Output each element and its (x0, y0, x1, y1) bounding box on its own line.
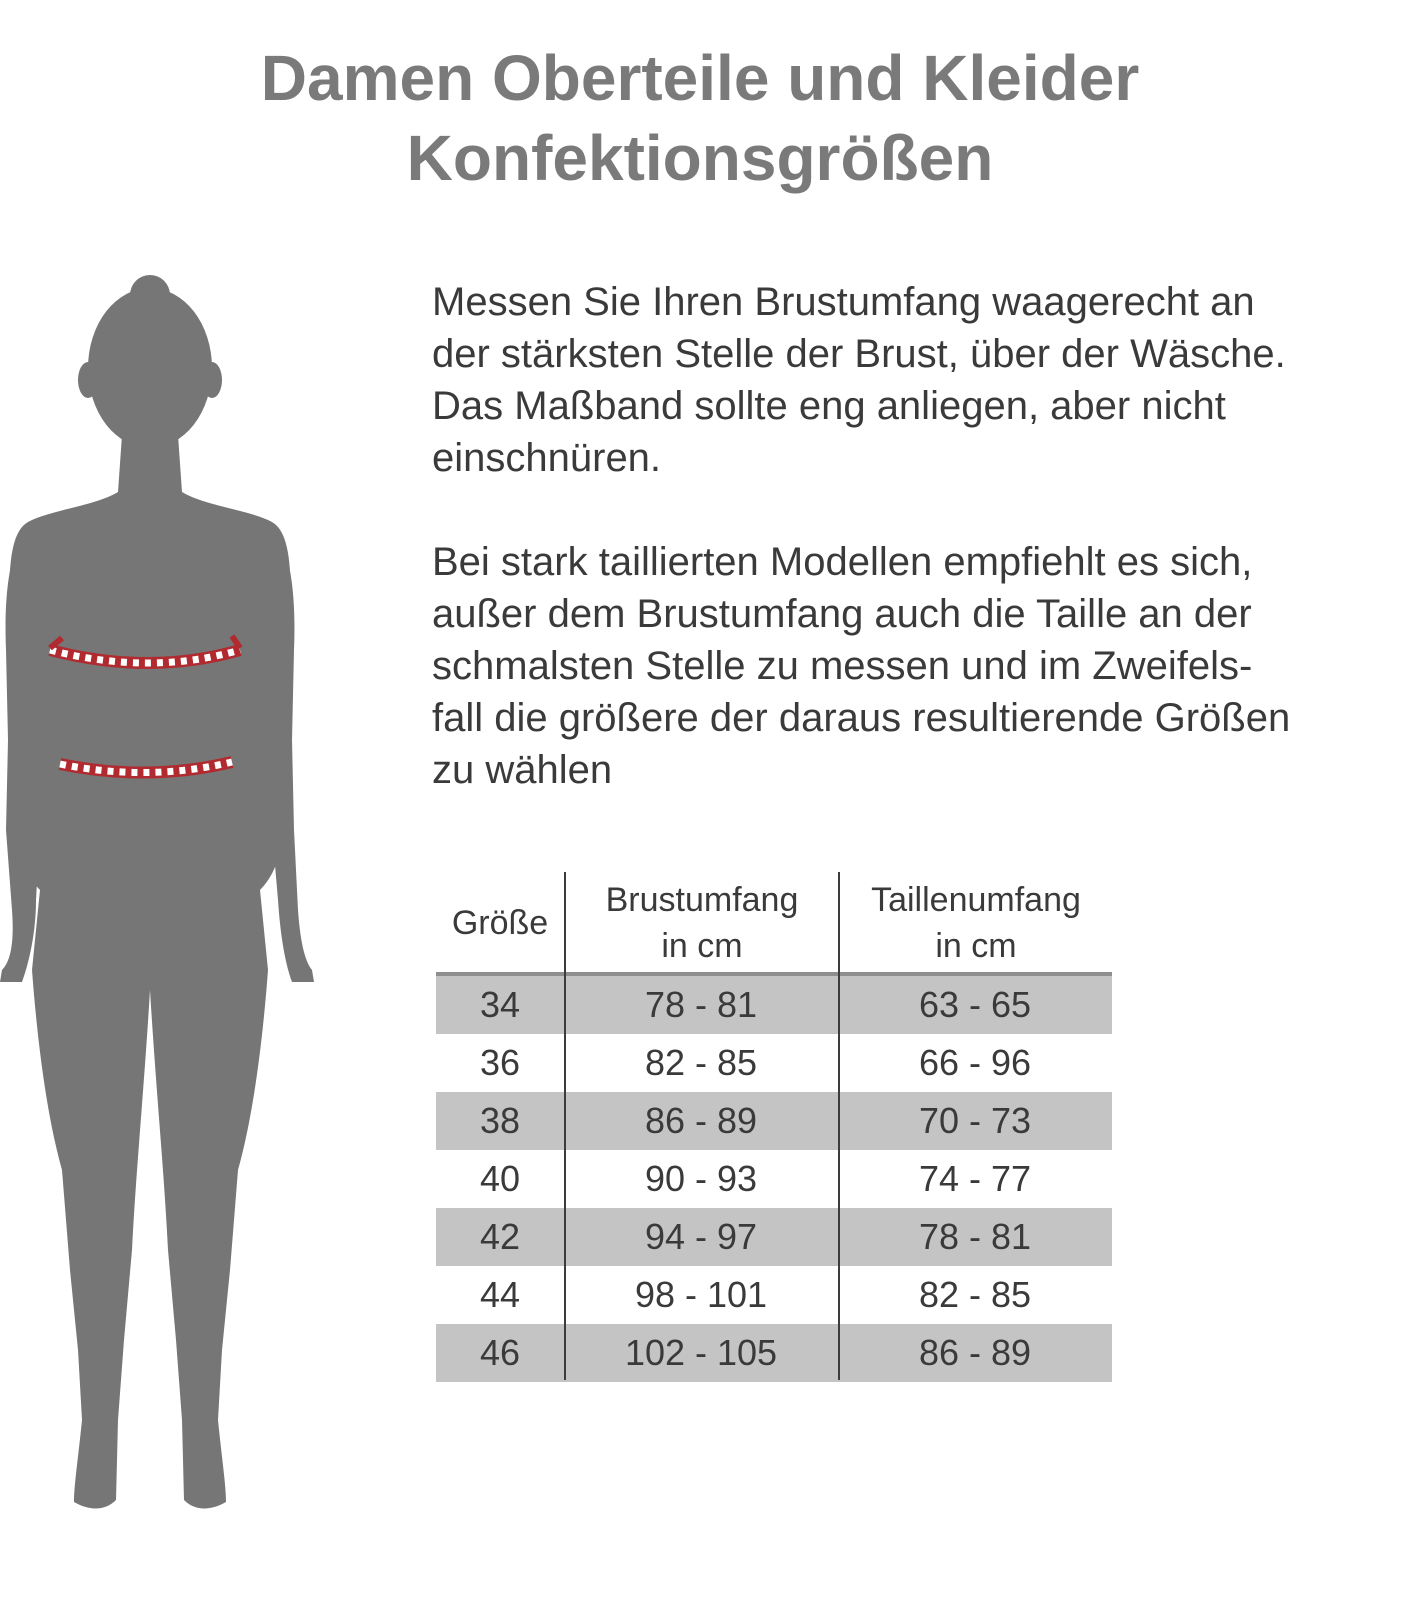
female-body-silhouette-icon (0, 270, 320, 1570)
table-row (436, 1266, 1112, 1324)
table-body (436, 976, 1112, 1382)
silhouette-body (0, 275, 314, 1509)
header-size-label: Größe (451, 904, 549, 942)
table-row (436, 1034, 1112, 1092)
waist-cell: 70 - 73 (918, 1100, 1032, 1141)
header-waist-line-2: in cm (935, 927, 1017, 965)
waist-cell: 63 - 65 (918, 984, 1032, 1025)
size-cell: 40 (479, 1158, 521, 1199)
header-bust (566, 876, 838, 970)
table-row (436, 1092, 1112, 1150)
size-cell: 36 (479, 1042, 521, 1083)
bust-cell: 90 - 93 (644, 1158, 758, 1199)
waist-cell: 82 - 85 (918, 1274, 1032, 1315)
page-title (0, 38, 1400, 198)
instruction-line: einschnüren. (432, 436, 662, 480)
bust-cell: 98 - 101 (634, 1274, 768, 1315)
size-cell: 42 (479, 1216, 521, 1257)
header-size (436, 876, 564, 970)
size-cell: 44 (479, 1274, 521, 1315)
instruction-paragraph-waist (432, 536, 1422, 796)
bust-cell: 82 - 85 (644, 1042, 758, 1083)
column-divider (564, 872, 566, 1380)
column-divider (838, 872, 840, 1380)
table-row (436, 1150, 1112, 1208)
waist-cell: 78 - 81 (918, 1216, 1032, 1257)
instruction-line: schmalsten Stelle zu messen und im Zweifels- (432, 644, 1253, 688)
instruction-line: Messen Sie Ihren Brustumfang waagerecht an (432, 280, 1255, 324)
size-cell: 46 (479, 1332, 521, 1373)
table-row (436, 976, 1112, 1034)
header-waist (840, 876, 1112, 970)
instruction-line: Das Maßband sollte eng anliegen, aber nicht (432, 384, 1226, 428)
instruction-line: zu wählen (432, 748, 613, 792)
bust-cell: 86 - 89 (644, 1100, 758, 1141)
header-bust-line-1: Brustumfang (605, 881, 799, 919)
waist-cell: 86 - 89 (918, 1332, 1032, 1373)
waist-cell: 66 - 96 (918, 1042, 1032, 1083)
bust-cell: 102 - 105 (624, 1332, 778, 1373)
size-cell: 34 (479, 984, 521, 1025)
table-row (436, 1208, 1112, 1266)
size-table (436, 876, 1112, 1384)
instruction-line: außer dem Brustumfang auch die Taille an der (432, 592, 1252, 636)
instruction-line: Bei stark taillierten Modellen empfiehlt es sich, (432, 540, 1253, 584)
title-line-1: Damen Oberteile und Kleider (260, 42, 1140, 114)
table-row (436, 1324, 1112, 1382)
instruction-line: der stärksten Stelle der Brust, über der Wäsche. (432, 332, 1286, 376)
header-waist-line-1: Taillenumfang (871, 881, 1081, 919)
instruction-paragraph-bust (432, 276, 1422, 484)
bust-cell: 78 - 81 (644, 984, 758, 1025)
bust-cell: 94 - 97 (644, 1216, 758, 1257)
waist-cell: 74 - 77 (918, 1158, 1032, 1199)
size-cell: 38 (479, 1100, 521, 1141)
measurement-instructions (432, 276, 1422, 796)
title-line-2: Konfektionsgrößen (406, 122, 994, 194)
header-bust-line-2: in cm (661, 927, 743, 965)
instruction-line: fall die größere der daraus resultierende Größen (432, 696, 1291, 740)
